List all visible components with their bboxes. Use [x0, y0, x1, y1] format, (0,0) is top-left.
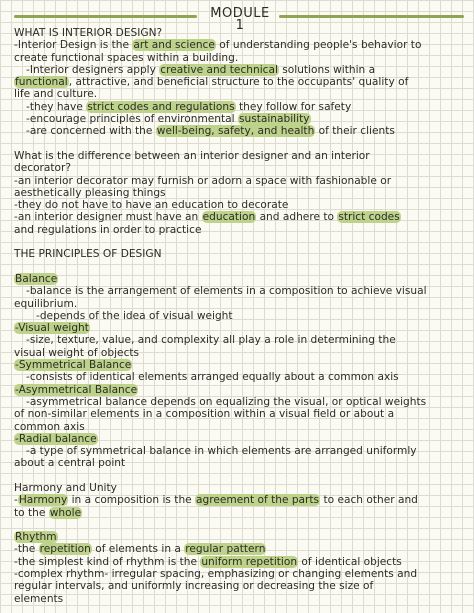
highlighted-text: agreement of the parts: [196, 494, 320, 507]
highlighted-text: strict codes: [338, 211, 400, 224]
note-line: [14, 384, 470, 396]
note-line: about a central point: [14, 457, 126, 470]
note-line: aesthetically pleasing things: [14, 186, 166, 199]
highlighted-text: -Visual weight: [15, 322, 89, 335]
blank-line: [14, 519, 470, 531]
highlighted-text: regular pattern: [185, 543, 266, 556]
note-line: Harmony and Unity: [14, 481, 117, 494]
note-line: -the repetition of elements in a regular pattern: [14, 543, 266, 556]
note-line: -balance is the arrangement of elements in a composition to achieve visual: [26, 285, 427, 298]
note-line: -Harmony in a composition is the agreement of the parts to each other and: [14, 494, 418, 507]
note-line: life and culture.: [14, 88, 98, 101]
header-rule-right: [279, 15, 464, 18]
note-line: -the simplest kind of rhythm is the uniform repetition of identical objects: [14, 555, 402, 568]
note-line: -they have strict codes and regulations they follow for safety: [26, 100, 352, 113]
note-line: -are concerned with the well-being, safety, and health of their clients: [26, 125, 395, 138]
note-line: equilibrium.: [14, 297, 78, 310]
note-line: -asymmetrical balance depends on equalizing the visual, or optical weights: [26, 395, 427, 408]
note-line: -a type of symmetrical balance in which elements are arranged uniformly: [26, 445, 417, 458]
note-line: to the whole: [14, 506, 82, 519]
highlighted-text: strict codes and regulations: [87, 100, 235, 113]
highlighted-text: education: [202, 211, 256, 224]
highlighted-text: Harmony: [18, 494, 68, 507]
note-line: visual weight of objects: [14, 346, 140, 359]
note-line: -complex rhythm- irregular spacing, emphasizing or changing elements and: [14, 568, 418, 581]
blank-line: [14, 470, 470, 482]
note-line: WHAT IS INTERIOR DESIGN?: [14, 27, 163, 39]
highlighted-text: -Radial balance: [15, 432, 97, 445]
note-line: decorator?: [14, 162, 72, 175]
header-rule-left: [14, 15, 197, 18]
note-line: [14, 359, 470, 371]
highlighted-text: Rhythm: [15, 531, 57, 544]
note-line: -they do not have to have an education to decorate: [14, 199, 289, 212]
note-line: -size, texture, value, and complexity all play a role in determining the: [26, 334, 396, 347]
highlighted-text: -Symmetrical Balance: [15, 359, 132, 372]
highlighted-text: Balance: [15, 272, 58, 285]
blank-line: [14, 236, 470, 248]
note-line: -an interior designer must have an education and adhere to strict codes: [14, 211, 400, 224]
note-line: [14, 531, 470, 543]
highlighted-text: sustainability: [238, 113, 310, 126]
note-line: -depends of the idea of visual weight: [36, 309, 233, 322]
blank-line: [14, 261, 470, 273]
note-line: [14, 273, 470, 285]
note-line: of non-similar elements in a composition within a visual field or about a: [14, 408, 395, 421]
note-line: [14, 433, 470, 445]
highlighted-text: art and science: [133, 39, 215, 52]
note-line: THE PRINCIPLES OF DESIGN: [14, 248, 162, 261]
blank-line: [14, 138, 470, 150]
note-line: -consists of identical elements arranged equally about a common axis: [26, 371, 399, 384]
note-line: elements: [14, 592, 64, 605]
note-line: and regulations in order to practice: [14, 223, 202, 236]
highlighted-text: functional: [15, 76, 68, 89]
note-line: -Interior designers apply creative and technical solutions within a: [26, 63, 376, 76]
note-line: -Interior Design is the art and science of understanding people's behavior to: [14, 39, 422, 52]
note-line: What is the difference between an interior designer and an interior: [14, 149, 370, 162]
highlighted-text: well-being, safety, and health: [156, 125, 315, 138]
highlighted-text: -Asymmetrical Balance: [15, 383, 138, 396]
note-line: create functional spaces within a building.: [14, 51, 239, 64]
note-line: -an interior decorator may furnish or adorn a space with fashionable or: [14, 174, 392, 187]
note-line: [14, 322, 470, 334]
note-line: common axis: [14, 420, 85, 433]
page-title: MODULE 1: [210, 6, 270, 34]
note-line: regular intervals, and uniformly increasing or decreasing the size of: [14, 580, 374, 593]
highlighted-text: repetition: [39, 543, 91, 556]
note-line: functional, attractive, and beneficial structure to the occupants' quality of: [15, 76, 409, 89]
highlighted-text: uniform repetition: [201, 555, 298, 568]
note-line: -encourage principles of environmental sustainability: [26, 113, 310, 126]
notes-body: [14, 27, 470, 605]
highlighted-text: whole: [49, 506, 82, 519]
highlighted-text: creative and technical: [160, 63, 278, 76]
